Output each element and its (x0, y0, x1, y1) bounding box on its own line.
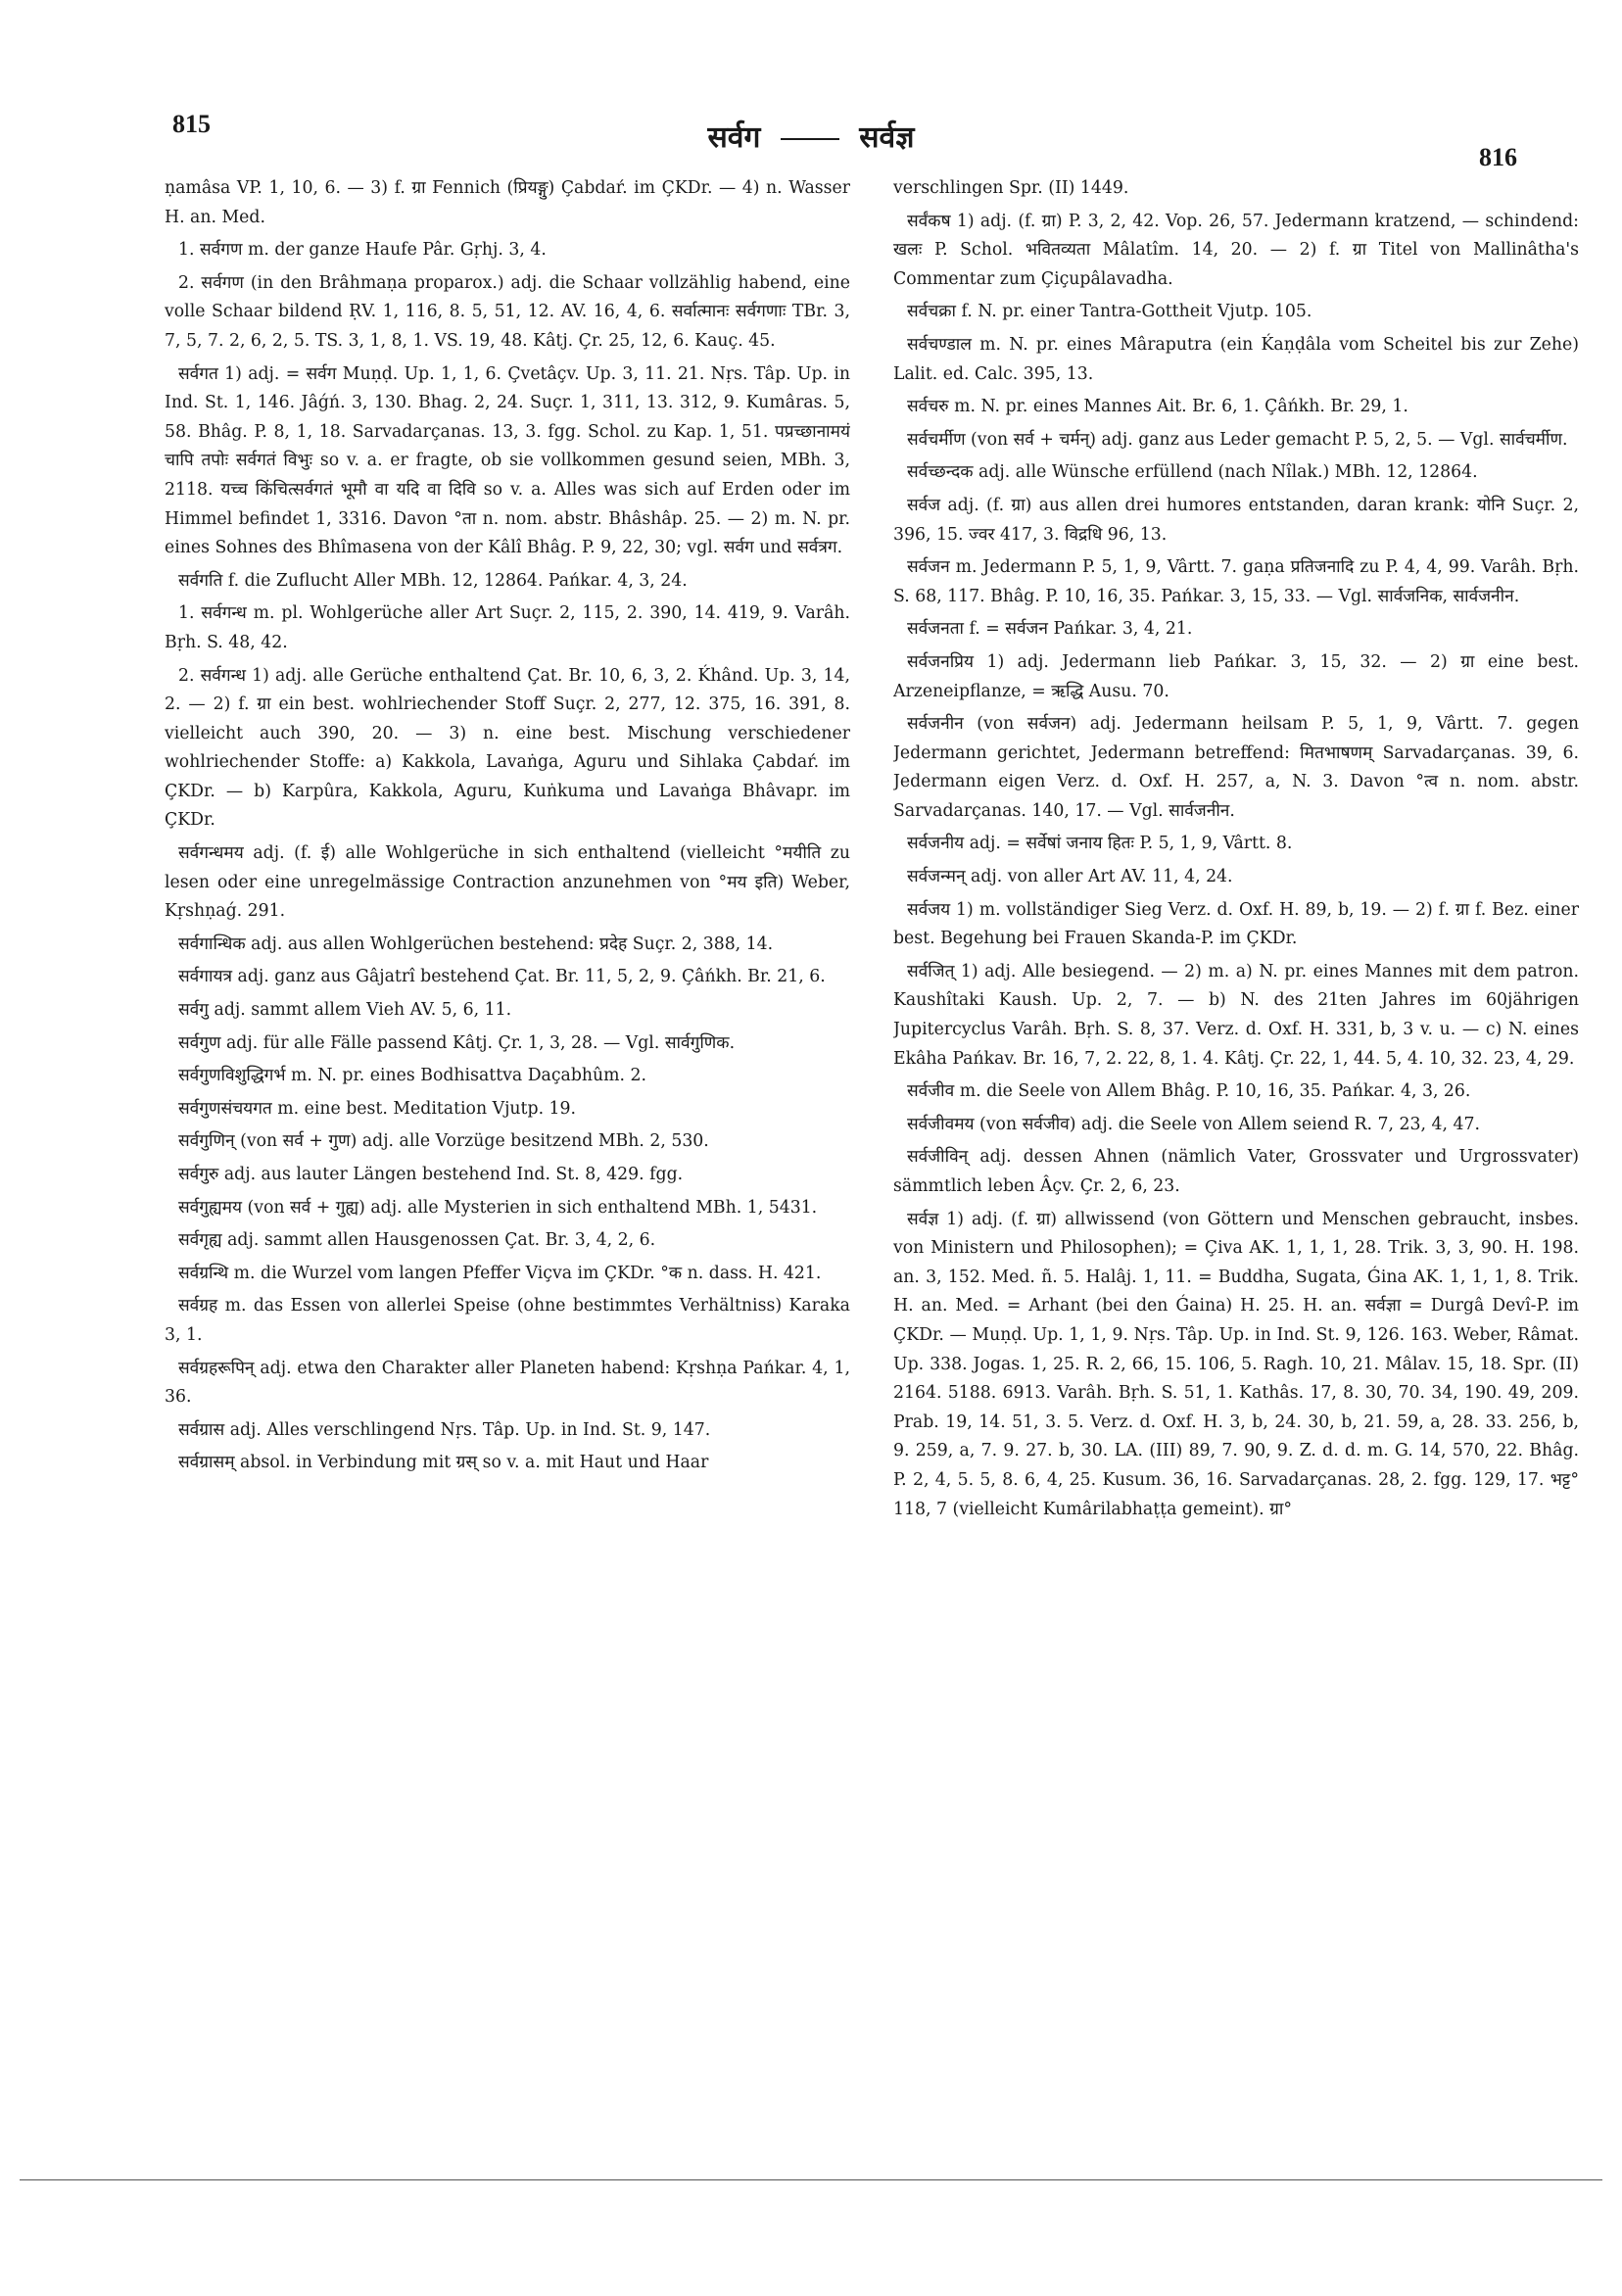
entry: सर्वगुणिन् (von सर्व + गुण) adj. alle Vorzüge besitzend MBh. 2, 530. (178, 1131, 709, 1152)
entry: सर्वग्रहरूपिन् adj. etwa den Charakter aller Planeten habend: Kṛshṇa Pańkar. 4, 1, 36. (165, 1358, 850, 1408)
entry: verschlingen Spr. (II) 1449. (893, 178, 1129, 198)
entry: 1. सर्वगन्ध m. pl. Wohlgerüche aller Art Suçr. 2, 115, 2. 390, 14. 419, 9. Varâh. Bṛh. S. 48, 42. (165, 603, 850, 652)
entry: सर्वंकष 1) adj. (f. ग्रा) P. 3, 2, 42. Vop. 26, 57. Jedermann kratzend, — schindend: खलः P. Schol. भवितव्यता Mâlatîm. 14, 20. — 2) f. ग्रा Titel von Mallinâtha's Commentar zum Çiçupâlavadha. (893, 211, 1579, 289)
entry: सर्वजनता f. = सर्वजन Pańkar. 3, 4, 21. (907, 619, 1193, 640)
entry: सर्वजनीन (von सर्वजन) adj. Jedermann heilsam P. 5, 1, 9, Vârtt. 7. gegen Jedermann gerichtet, Jedermann betreffend: मितभाषणम् Sarvadarçanas. 39, 6. Jedermann eigen Verz. d. Oxf. H. 257, a, N. 3. Davon °त्व n. nom. abstr. Sarvadarçanas. 140, 17. — Vgl. सार्वजनीन. (893, 714, 1579, 821)
entry: सर्वग्रन्थि m. die Wurzel vom langen Pfeffer Viçva im ÇKDr. °क n. dass. H. 421. (178, 1263, 822, 1283)
entry: सर्वग्रासम् absol. in Verbindung mit ग्रस् so v. a. mit Haut und Haar (178, 1453, 709, 1473)
entry: सर्वजीवमय (von सर्वजीव) adj. die Seele von Allem seiend R. 7, 23, 4, 47. (907, 1114, 1480, 1134)
running-head (0, 116, 1622, 156)
entry: सर्वचरु m. N. pr. eines Mannes Ait. Br. 6, 1. Çâńkh. Br. 29, 1. (907, 397, 1408, 417)
entry: सर्वगति f. die Zuflucht Aller MBh. 12, 12864. Pańkar. 4, 3, 24. (178, 570, 688, 591)
entry: सर्वगायत्र adj. ganz aus Gâjatrî bestehend Çat. Br. 11, 5, 2, 9. Çâńkh. Br. 21, 6. (178, 967, 826, 987)
bottom-rule (20, 2179, 1602, 2180)
entry: सर्वचक्रा f. N. pr. einer Tantra-Gottheit Vjutp. 105. (907, 302, 1312, 322)
entry: ṇamâsa VP. 1, 10, 6. — 3) f. ग्रा Fennich (प्रियङ्गु) Çabdaŕ. im ÇKDr. — 4) n. Wasser H. an. Med. (165, 178, 850, 227)
entry: सर्वजीव m. die Seele von Allem Bhâg. P. 10, 16, 35. Pańkar. 4, 3, 26. (907, 1081, 1471, 1102)
entry: सर्वगुण adj. für alle Fälle passend Kâtj. Çr. 1, 3, 28. — Vgl. सार्वगुणिक. (178, 1032, 736, 1053)
entry: सर्वचण्डाल m. N. pr. eines Mâraputra (ein Ḱaṇḍâla vom Scheitel bis zur Zehe) Lalit. ed. Calc. 395, 13. (893, 334, 1579, 384)
entry: सर्वग्रह m. das Essen von allerlei Speise (ohne bestimmtes Verhältniss) Karaka 3, 1. (165, 1296, 850, 1345)
entry: सर्वजनप्रिय 1) adj. Jedermann lieb Pańkar. 3, 15, 32. — 2) ग्रा eine best. Arzeneipflanze, = ऋद्धि Ausu. 70. (893, 651, 1579, 701)
entry: सर्वगत 1) adj. = सर्वग Muṇḍ. Up. 1, 1, 6. Çvetâçv. Up. 3, 11. 21. Nṛs. Tâp. Up. in Ind. St. 1, 146. Jâǵń. 3, 130. Bhag. 2, 24. Suçr. 1, 311, 13. 312, 9. Kumâras. 5, 58. Bhâg. P. 8, 1, 18. Sarvadarçanas. 13, 3. fgg. Schol. zu Kap. 1, 51. पप्रच्छानामयं चापि तपोः सर्वगतं विभुः so v. a. er fragte, ob sie vollkommen gesund seien, MBh. 3, 2118. यच्च किंचित्सर्वगतं भूमौ वा यदि वा दिवि so v. a. Alles was sich auf Erden oder im Himmel befindet 1, 3316. Davon °ता n. nom. abstr. Bhâshâp. 25. — 2) m. N. pr. eines Sohnes des Bhîmasena von der Kâlî Bhâg. P. 9, 22, 30; vgl. सर्वग und सर्वत्रग. (165, 363, 850, 558)
page-number-left: 815 (172, 110, 211, 138)
entry: सर्वजन m. Jedermann P. 5, 1, 9, Vârtt. 7. gaṇa प्रतिजनादि zu P. 4, 4, 99. Varâh. Bṛh. S. 68, 117. Bhâg. P. 10, 16, 35. Pańkar. 3, 15, 33. — Vgl. सार्वजनिक, सार्वजनीन. (893, 557, 1579, 606)
entry: सर्वगु adj. sammt allem Vieh AV. 5, 6, 11. (178, 1000, 512, 1021)
entry: सर्वगन्धमय adj. (f. ई) alle Wohlgerüche in sich enthaltend (vielleicht °मयीति zu lesen oder eine unregelmässige Contraction anzunehmen von °मय इति) Weber, Kṛshṇaǵ. 291. (165, 843, 850, 922)
entry: सर्वगुरु adj. aus lauter Längen bestehend Ind. St. 8, 429. fgg. (178, 1165, 684, 1184)
entry: सर्वगुणविशुद्धिगर्भ m. N. pr. eines Bodhisattva Daçabhûm. 2. (178, 1066, 647, 1086)
entry: सर्वग्रास adj. Alles verschlingend Nṛs. Tâp. Up. in Ind. St. 9, 147. (178, 1419, 711, 1440)
entry: 1. सर्वगण m. der ganze Haufe Pâr. Gṛhj. 3, 4. (178, 240, 547, 261)
entry: सर्वगान्धिक adj. aus allen Wohlgerüchen bestehend: प्रदेह Suçr. 2, 388, 14. (178, 933, 774, 954)
entry: सर्वचर्मीण (von सर्व + चर्मन्) adj. ganz aus Leder gemacht P. 5, 2, 5. — Vgl. सार्वचर्मीण. (907, 429, 1568, 450)
head-dash (781, 138, 839, 140)
entry: सर्वगुणसंचयगत m. eine best. Meditation Vjutp. 19. (178, 1098, 577, 1119)
entry: सर्वजीविन् adj. dessen Ahnen (nämlich Vater, Grossvater und Urgrossvater) sämmtlich leben Âçv. Çr. 2, 6, 23. (893, 1147, 1579, 1196)
left-column (165, 174, 850, 2153)
entry: सर्वज्ञ 1) adj. (f. ग्रा) allwissend (von Göttern und Menschen gebraucht, insbes. von Ministern und Philosophen); = Çiva AK. 1, 1, 1, 28. Trik. 3, 3, 90. H. 198. an. 3, 152. Med. ñ. 5. Halâj. 1, 11. = Buddha, Sugata, Ǵina AK. 1, 1, 1, 8. Trik. H. an. Med. = Arhant (bei den Ǵaina) H. 25. H. an. सर्वज्ञा = Durgâ Devî-P. im ÇKDr. — Muṇḍ. Up. 1, 1, 9. Nṛs. Tâp. Up. in Ind. St. 9, 126. 163. Weber, Râmat. Up. 338. Jogas. 1, 25. R. 2, 66, 15. 106, 5. Ragh. 10, 21. Mâlav. 15, 18. Spr. (II) 2164. 5188. 6913. Varâh. Bṛh. S. 51, 1. Kathâs. 17, 8. 30, 70. 34, 190. 49, 209. Prab. 19, 14. 51, 3. 5. Verz. d. Oxf. H. 3, b, 24. 30, b, 21. 59, a, 28. 33. 256, b, 9. 259, a, 7. 9. 27. b, 30. LA. (III) 89, 7. 90, 9. Z. d. d. m. G. 14, 570, 22. Bhâg. P. 2, 4, 5. 5, 8. 6, 4, 25. Kusum. 36, 16. Sarvadarçanas. 28, 2. fgg. 129, 17. भट्ट° 118, 7 (vielleicht Kumârilabhaṭṭa gemeint). ग्रा° (893, 1209, 1579, 1519)
entry: 2. सर्वगण (in den Brâhmaṇa proparox.) adj. die Schaar vollzählig habend, eine volle Schaar bildend ṚV. 1, 116, 8. 5, 51, 12. AV. 16, 4, 6. सर्वात्मानः सर्वगणाः TBr. 3, 7, 5, 7. 2, 6, 2, 5. TS. 3, 1, 8, 1. VS. 19, 48. Kâtj. Çr. 25, 12, 6. Kauç. 45. (165, 272, 850, 351)
headword-left: सर्वग (707, 120, 761, 155)
right-column (893, 174, 1579, 2153)
entry: 2. सर्वगन्ध 1) adj. alle Gerüche enthaltend Çat. Br. 10, 6, 3, 2. Ḱhând. Up. 3, 14, 2. — 2) f. ग्रा ein best. wohlriechender Stoff Suçr. 2, 277, 12. 375, 16. 391, 8. vielleicht auch 390, 20. — 3) n. eine best. Mischung verschiedener wohlriechender Stoffe: a) Kakkola, Lavaṅga, Aguru und Sihlaka Çabdaŕ. im ÇKDr. — b) Karpûra, Kakkola, Aguru, Kuṅkuma und Lavaṅga Bhâvapr. im ÇKDr. (165, 665, 850, 831)
entry: सर्वच्छन्दक adj. alle Wünsche erfüllend (nach Nîlak.) MBh. 12, 12864. (907, 462, 1478, 483)
entry: सर्वजय 1) m. vollständiger Sieg Verz. d. Oxf. H. 89, b, 19. — 2) f. ग्रा f. Bez. einer best. Begehung bei Frauen Skanda-P. im ÇKDr. (893, 899, 1579, 949)
entry: सर्वजित् 1) adj. Alle besiegend. — 2) m. a) N. pr. eines Mannes mit dem patron. Kaushîtaki Kaush. Up. 2, 7. — b) N. des 21ten Jahres im 60jährigen Jupitercyclus Varâh. Bṛh. S. 8, 37. Verz. d. Oxf. H. 331, b, 3 v. u. — c) N. eines Ekâha Pańkav. Br. 16, 7, 2. 22, 8, 1. 4. Kâtj. Çr. 22, 1, 44. 5, 4. 10, 32. 23, 4, 29. (893, 961, 1579, 1069)
entry: सर्वगृह्य adj. sammt allen Hausgenossen Çat. Br. 3, 4, 2, 6. (178, 1230, 656, 1251)
headword-right: सर्वज्ञ (859, 120, 915, 155)
entry: सर्वजनीय adj. = सर्वेषां जनाय हितः P. 5, 1, 9, Vârtt. 8. (907, 834, 1293, 854)
entry: सर्वजन्मन् adj. von aller Art AV. 11, 4, 24. (907, 867, 1233, 887)
page-number-right: 816 (1479, 143, 1517, 171)
entry: सर्वज adj. (f. ग्रा) aus allen drei humores entstanden, daran krank: योनि Suçr. 2, 396, 15. ज्वर 417, 3. विद्रधि 96, 13. (893, 495, 1579, 545)
entry: सर्वगुह्यमय (von सर्व + गुह्य) adj. alle Mysterien in sich enthaltend MBh. 1, 5431. (178, 1197, 818, 1218)
